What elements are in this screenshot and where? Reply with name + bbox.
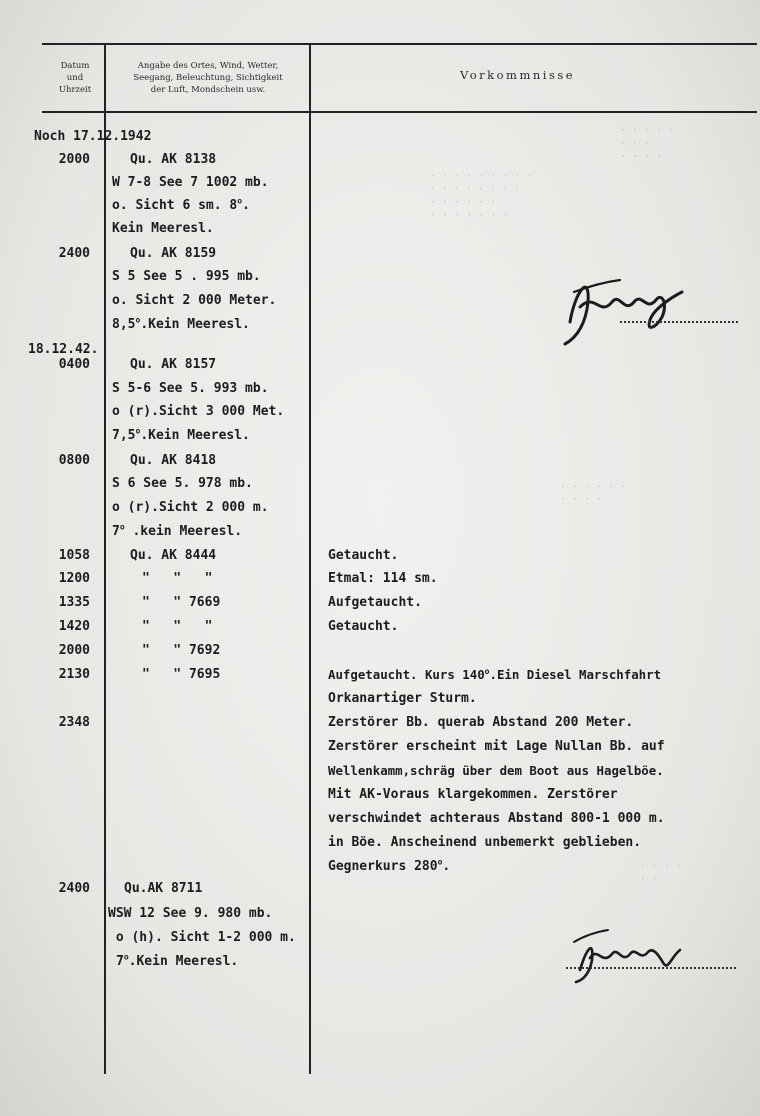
date-row: 18.12.42. <box>28 342 99 357</box>
entry-place-line: o (h). Sicht 1-2 000 m. <box>108 930 296 945</box>
header-date-line: und <box>66 73 84 83</box>
entry-event: Etmal: 114 sm. <box>328 571 438 586</box>
entry-place-line: o (r).Sicht 2 000 m. <box>112 500 269 515</box>
entry-place-line: 7$^o$.Kein Meeresl. <box>116 952 239 969</box>
entry-place-line: Qu. AK 8157 <box>130 357 217 372</box>
header-place-line: der Luft, Mondschein usw. <box>150 85 266 95</box>
entry-time: 2000 <box>58 643 90 658</box>
entry-place: " " " <box>142 619 213 634</box>
entry-place: Qu. AK 8444 <box>130 548 217 563</box>
header-date-column <box>46 60 104 96</box>
entry-place: " " 7669 <box>142 595 221 610</box>
entry-time: 2130 <box>58 667 90 682</box>
header-events-column: Vorkommnisse <box>460 68 576 82</box>
entry-place: " " 7692 <box>142 643 221 658</box>
entry-time: 0400 <box>58 357 90 372</box>
top-rule <box>42 43 757 45</box>
entry-time: 1335 <box>58 595 90 610</box>
entry-event-line: verschwindet achteraus Abstand 800-1 000 m. <box>328 811 665 826</box>
header-place-column <box>108 60 308 96</box>
entry-event-line: Mit AK-Voraus klargekommen. Zerstörer <box>328 787 618 802</box>
entry-time: 2400 <box>58 246 90 261</box>
entry-place-line: 8,5$^o$.Kein Meeresl. <box>112 315 250 332</box>
entry-event-line: Zerstörer erscheint mit Lage Nullan Bb. auf <box>328 739 665 754</box>
entry-place-line: o. Sicht 2 000 Meter. <box>112 293 277 308</box>
header-place-line: Seegang, Beleuchtung, Sichtigkeit <box>133 73 283 83</box>
entry-place: " " " <box>142 571 213 586</box>
entry-event-line: Zerstörer Bb. querab Abstand 200 Meter. <box>328 715 634 730</box>
header-date-line: Datum <box>60 61 90 71</box>
entry-place-line: Qu. AK 8138 <box>130 152 217 167</box>
column-divider-2 <box>309 44 311 1074</box>
header-date-line: Uhrzeit <box>58 85 92 95</box>
entry-place-line: 7,5$^o$.Kein Meeresl. <box>112 426 250 443</box>
signature-1 <box>550 262 700 352</box>
entry-time: 1420 <box>58 619 90 634</box>
entry-place-line: WSW 12 See 9. 980 mb. <box>108 906 273 921</box>
column-divider-1 <box>104 44 106 1074</box>
bleed-through-text: · · · · · · · · · · <box>560 481 627 505</box>
entry-event: Getaucht. <box>328 548 399 563</box>
bleed-through-text: · · · · · · · · · · · · · · · · · · · · · · · · · · · · · · <box>430 171 533 221</box>
entry-place-line: S 5-6 See 5. 993 mb. <box>112 381 269 396</box>
entry-event-line: Gegnerkurs 280$^o$. <box>328 857 451 874</box>
entry-place-line: o (r).Sicht 3 000 Met. <box>112 404 285 419</box>
bleed-through-text: · · · · · · · · · · · · <box>620 125 675 162</box>
entry-place-line: W 7-8 See 7 1002 mb. <box>112 175 269 190</box>
entry-event-line: Wellenkamm,schräg über dem Boot aus Hagelböe. <box>328 763 664 778</box>
entry-time: 1058 <box>58 548 90 563</box>
entry-event-line: Aufgetaucht. Kurs 140$^o$.Ein Diesel Marschfahrt <box>328 666 662 682</box>
signature-line-1 <box>620 321 738 323</box>
entry-place-line: Qu. AK 8418 <box>130 453 217 468</box>
entry-event: Getaucht. <box>328 619 399 634</box>
entry-event: Aufgetaucht. <box>328 595 422 610</box>
header-place-line: Angabe des Ortes, Wind, Wetter, <box>137 61 279 71</box>
date-row: Noch 17.12.1942 <box>34 129 152 144</box>
entry-time: 0800 <box>58 453 90 468</box>
entry-place-line: S 6 See 5. 978 mb. <box>112 476 253 491</box>
entry-time: 2000 <box>58 152 90 167</box>
signature-line-2 <box>566 967 736 969</box>
entry-place-line: S 5 See 5 . 995 mb. <box>112 269 261 284</box>
entry-place-line: Qu.AK 8711 <box>124 881 203 896</box>
entry-time: 1200 <box>58 571 90 586</box>
entry-place-line: Qu. AK 8159 <box>130 246 217 261</box>
entry-event-line: Orkanartiger Sturm. <box>328 691 477 706</box>
entry-time: 2400 <box>58 881 90 896</box>
entry-event-line: in Böe. Anscheinend unbemerkt geblieben. <box>328 835 642 850</box>
entry-place-line: o. Sicht 6 sm. 8$^o$. <box>112 196 250 213</box>
signature-2 <box>568 920 698 990</box>
entry-place-line: Kein Meeresl. <box>112 221 214 236</box>
entry-place-line: 7$^o$ .kein Meeresl. <box>112 522 243 539</box>
bleed-through-text: · · · · · · <box>640 861 683 885</box>
header-bottom-rule <box>42 111 757 113</box>
entry-time: 2348 <box>58 715 90 730</box>
entry-place: " " 7695 <box>142 667 221 682</box>
